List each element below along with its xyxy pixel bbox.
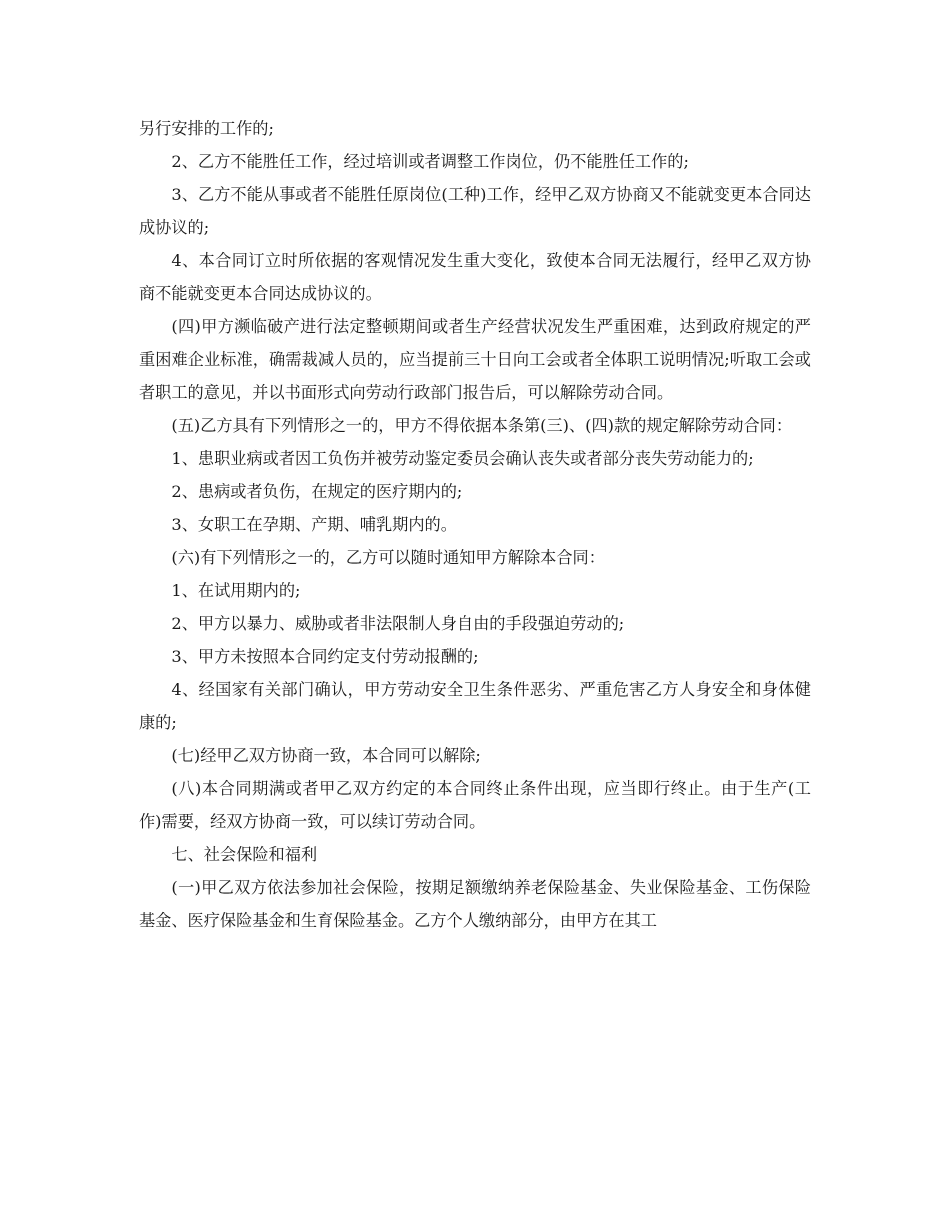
section-heading-social-insurance: 七、社会保险和福利	[171, 845, 318, 864]
paragraph-social-insurance-1: (一)甲乙双方依法参加社会保险，按期足额缴纳养老保险基金、失业保险基金、工伤保险基金、医疗保险基金和生育保险基金。乙方个人缴纳部分，由甲方在其工	[139, 878, 811, 930]
paragraph-clause-8: (八)本合同期满或者甲乙双方约定的本合同终止条件出现，应当即行终止。由于生产(工作)需要，经双方协商一致，可以续订劳动合同。	[139, 779, 811, 831]
paragraph-clause-6-item-1: 1、在试用期内的;	[171, 581, 301, 600]
paragraph-continuation: 另行安排的工作的;	[139, 119, 274, 138]
paragraph-clause-6-item-2: 2、甲方以暴力、威胁或者非法限制人身自由的手段强迫劳动的;	[171, 614, 625, 633]
paragraph-clause-6-item-3: 3、甲方未按照本合同约定支付劳动报酬的;	[171, 647, 479, 666]
paragraph-clause-6: (六)有下列情形之一的，乙方可以随时通知甲方解除本合同：	[171, 548, 605, 567]
paragraph-item-4: 4、本合同订立时所依据的客观情况发生重大变化，致使本合同无法履行，经甲乙双方协商不能就变更本合同达成协议的。	[139, 251, 811, 303]
paragraph-item-3: 3、乙方不能从事或者不能胜任原岗位(工种)工作，经甲乙双方协商又不能就变更本合同达成协议的;	[139, 185, 811, 237]
paragraph-clause-5-item-2: 2、患病或者负伤，在规定的医疗期内的;	[171, 482, 463, 501]
paragraph-clause-5-item-1: 1、患职业病或者因工负伤并被劳动鉴定委员会确认丧失或者部分丧失劳动能力的;	[171, 449, 754, 468]
document-body	[139, 112, 811, 937]
paragraph-clause-4: (四)甲方濒临破产进行法定整顿期间或者生产经营状况发生严重困难，达到政府规定的严重困难企业标准，确需裁减人员的，应当提前三十日向工会或者全体职工说明情况;听取工会或者职工的意见，并以书面形式向劳动行政部门报告后，可以解除劳动合同。	[139, 317, 811, 402]
paragraph-clause-5: (五)乙方具有下列情形之一的，甲方不得依据本条第(三)、(四)款的规定解除劳动合同：	[171, 416, 793, 435]
paragraph-item-2: 2、乙方不能胜任工作，经过培训或者调整工作岗位，仍不能胜任工作的;	[171, 152, 689, 171]
paragraph-clause-5-item-3: 3、女职工在孕期、产期、哺乳期内的。	[171, 515, 457, 534]
paragraph-clause-7: (七)经甲乙双方协商一致，本合同可以解除;	[171, 746, 481, 765]
paragraph-clause-6-item-4: 4、经国家有关部门确认，甲方劳动安全卫生条件恶劣、严重危害乙方人身安全和身体健康的;	[139, 680, 811, 732]
